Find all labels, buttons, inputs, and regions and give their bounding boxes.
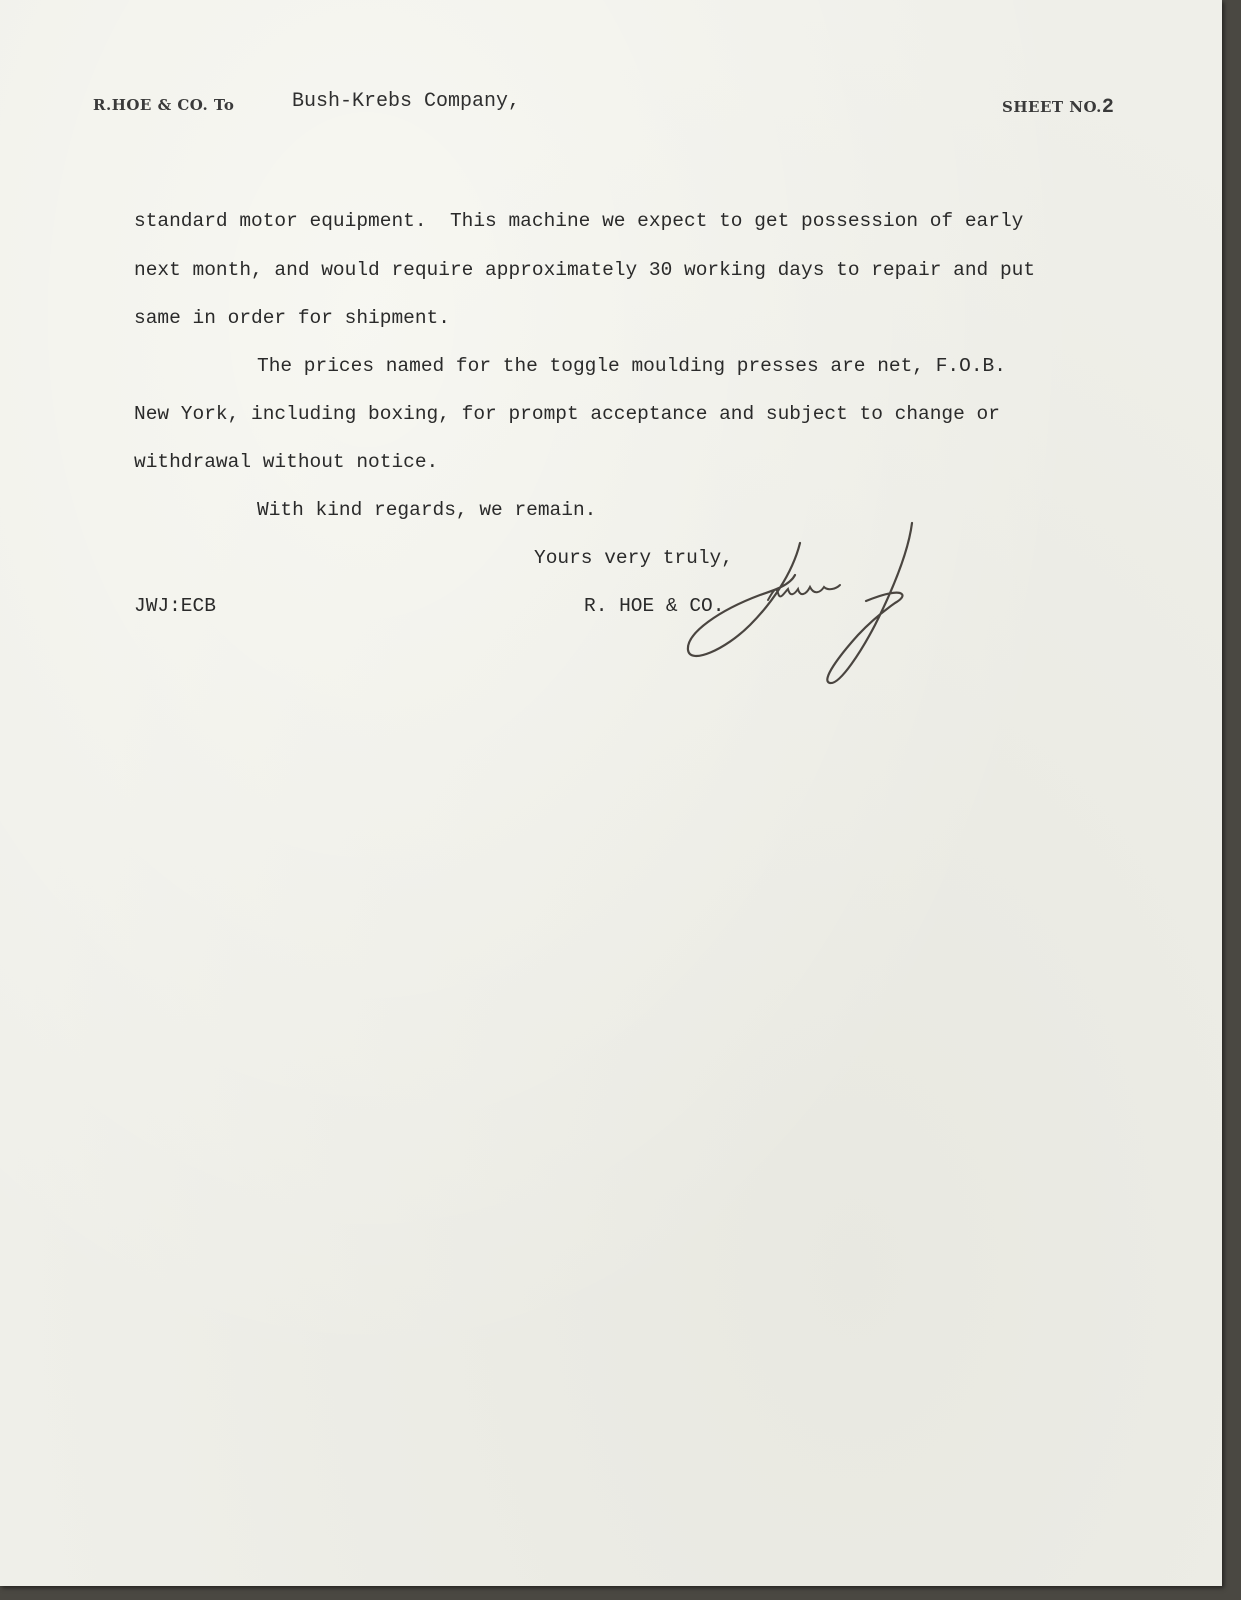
- body-line-4: The prices named for the toggle moulding presses are net, F.O.B.: [257, 355, 1006, 377]
- body-line-5: New York, including boxing, for prompt acceptance and subject to change or: [134, 403, 1000, 425]
- sheet-label: SHEET NO.: [1002, 98, 1102, 116]
- typist-initials: JWJ:ECB: [134, 595, 216, 617]
- letterhead-company: R.HOE & CO. To: [93, 96, 235, 114]
- body-line-2: next month, and would require approximately 30 working days to repair and put: [134, 259, 1036, 281]
- sheet-number-label: [1002, 96, 1114, 119]
- body-line-1: standard motor equipment. This machine we expect to get possession of early: [134, 210, 1024, 232]
- body-line-3: same in order for shipment.: [134, 307, 450, 329]
- recipient-name: Bush-Krebs Company,: [292, 90, 521, 113]
- sheet-number: 2: [1101, 96, 1115, 119]
- handwritten-signature: [680, 515, 930, 695]
- closing-salutation: Yours very truly,: [534, 547, 733, 569]
- closing-company: R. HOE & CO.: [584, 595, 725, 617]
- closing-regards: With kind regards, we remain.: [257, 499, 597, 521]
- body-line-6: withdrawal without notice.: [134, 451, 439, 473]
